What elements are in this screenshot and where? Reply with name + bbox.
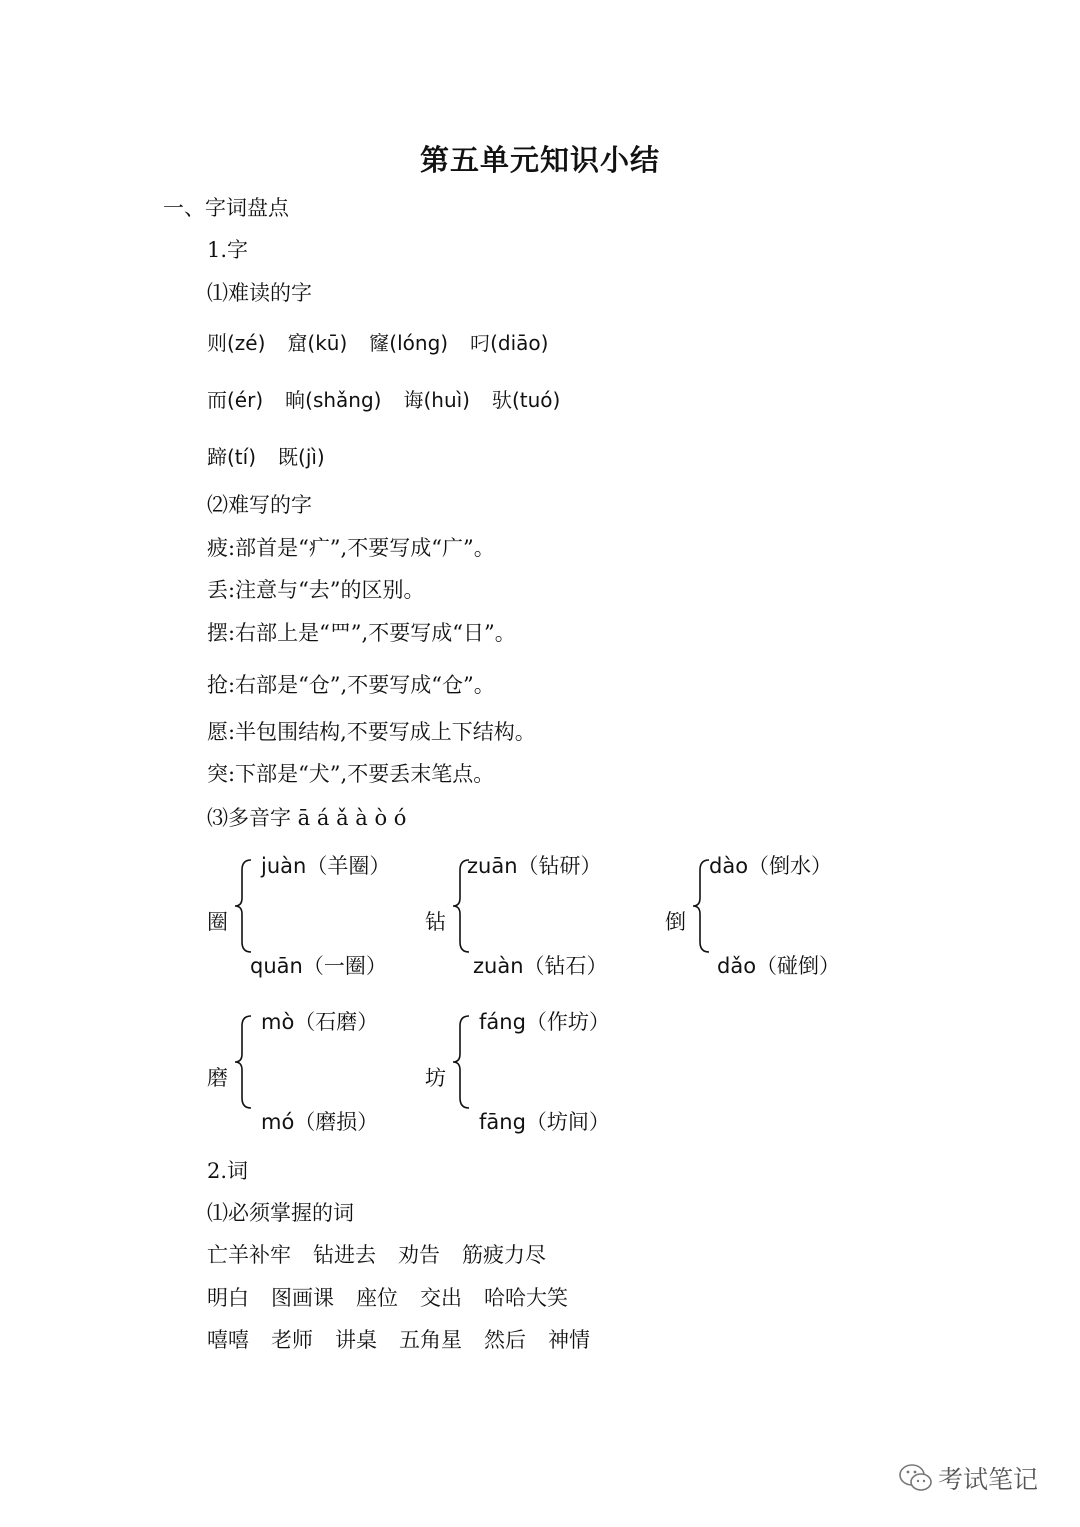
hard-write-item: 愿:半包围结构,不要写成上下结构。 — [207, 720, 536, 744]
word-item: 劝告 — [398, 1243, 440, 1267]
polyphone-top: zuān（钻研） — [467, 854, 602, 878]
polyphone-char: 磨 — [207, 1066, 228, 1090]
word-item: 亡羊补牢 — [207, 1243, 291, 1267]
watermark — [898, 1458, 1038, 1498]
hard-write-item: 摆:右部上是“罒”,不要写成“日”。 — [207, 621, 516, 645]
polyphone-char: 圈 — [207, 910, 228, 934]
hard-read-heading: ⑴难读的字 — [207, 281, 312, 305]
polyphone-bottom: zuàn（钻石） — [473, 954, 608, 978]
polyphone-bottom: fāng（坊间） — [479, 1110, 610, 1134]
polyphone-group — [425, 854, 655, 993]
polyphone-top: mò（石磨） — [261, 1010, 379, 1034]
left-brace-icon — [233, 858, 255, 954]
polyphone-bottom: quān（一圈） — [250, 954, 387, 978]
polyphone-bottom: mó（磨损） — [261, 1110, 379, 1134]
polyphone-heading: ⑶多音字 ā á ǎ à ò ó — [207, 806, 407, 830]
hard-read-item: 则(zé) — [207, 331, 266, 355]
polyphone-top: dào（倒水） — [709, 854, 833, 878]
polyphone-char: 钻 — [425, 910, 446, 934]
polyphone-group — [207, 854, 437, 993]
word-row — [207, 1328, 590, 1353]
section-heading: 一、字词盘点 — [163, 196, 289, 220]
word-item: 明白 — [207, 1286, 249, 1310]
word-item: 老师 — [271, 1328, 313, 1352]
word-item: 哈哈大笑 — [484, 1286, 568, 1310]
hard-write-item: 丢:注意与“去”的区别。 — [207, 578, 425, 602]
polyphone-top: fáng（作坊） — [479, 1010, 610, 1034]
page-title: 第五单元知识小结 — [419, 143, 660, 177]
left-brace-icon — [233, 1014, 255, 1110]
hard-read-row — [207, 388, 560, 412]
polyphone-char: 坊 — [425, 1066, 446, 1090]
hard-write-item: 疲:部首是“疒”,不要写成“广”。 — [207, 536, 495, 560]
hard-read-item: 叼(diāo) — [470, 331, 549, 355]
hard-read-item: 窿(lóng) — [369, 331, 449, 355]
word-item: 神情 — [548, 1328, 590, 1352]
watermark-text: 考试笔记 — [938, 1465, 1039, 1494]
polyphone-bottom: dǎo（碰倒） — [717, 954, 841, 978]
polyphone-group — [207, 1010, 437, 1149]
word-row — [207, 1286, 568, 1311]
left-brace-icon — [451, 1014, 473, 1110]
word-item: 图画课 — [271, 1286, 334, 1310]
word-item: 交出 — [420, 1286, 462, 1310]
polyphone-char: 倒 — [665, 910, 686, 934]
word-item: 筋疲力尽 — [462, 1243, 546, 1267]
hard-write-heading: ⑵难写的字 — [207, 493, 312, 517]
hard-read-row — [207, 331, 548, 355]
hard-read-item: 晌(shǎng) — [285, 388, 382, 412]
hard-read-row — [207, 445, 325, 469]
word-item: 讲桌 — [335, 1328, 377, 1352]
polyphone-group — [665, 854, 895, 993]
must-words-heading: ⑴必须掌握的词 — [207, 1201, 354, 1225]
word-row — [207, 1243, 546, 1268]
hard-write-item: 突:下部是“犬”,不要丢末笔点。 — [207, 762, 495, 786]
wechat-icon — [898, 1462, 934, 1494]
word-item: 钻进去 — [313, 1243, 376, 1267]
hard-read-item: 窟(kū) — [287, 331, 348, 355]
polyphone-group — [425, 1010, 655, 1149]
hard-write-item: 抢:右部是“仓”,不要写成“仓”。 — [207, 673, 495, 697]
subsection-word: 2.词 — [207, 1159, 249, 1183]
subsection-char: 1.字 — [207, 238, 249, 262]
hard-read-item: 驮(tuó) — [491, 388, 561, 412]
word-item: 嘻嘻 — [207, 1328, 249, 1352]
hard-read-item: 蹄(tí) — [207, 445, 257, 469]
word-item: 五角星 — [399, 1328, 462, 1352]
polyphone-top: juàn（羊圈） — [261, 854, 391, 878]
word-item: 座位 — [356, 1286, 398, 1310]
word-item: 然后 — [484, 1328, 526, 1352]
hard-read-item: 既(jì) — [278, 445, 325, 469]
hard-read-item: 而(ér) — [207, 388, 264, 412]
hard-read-item: 诲(huì) — [403, 388, 470, 412]
